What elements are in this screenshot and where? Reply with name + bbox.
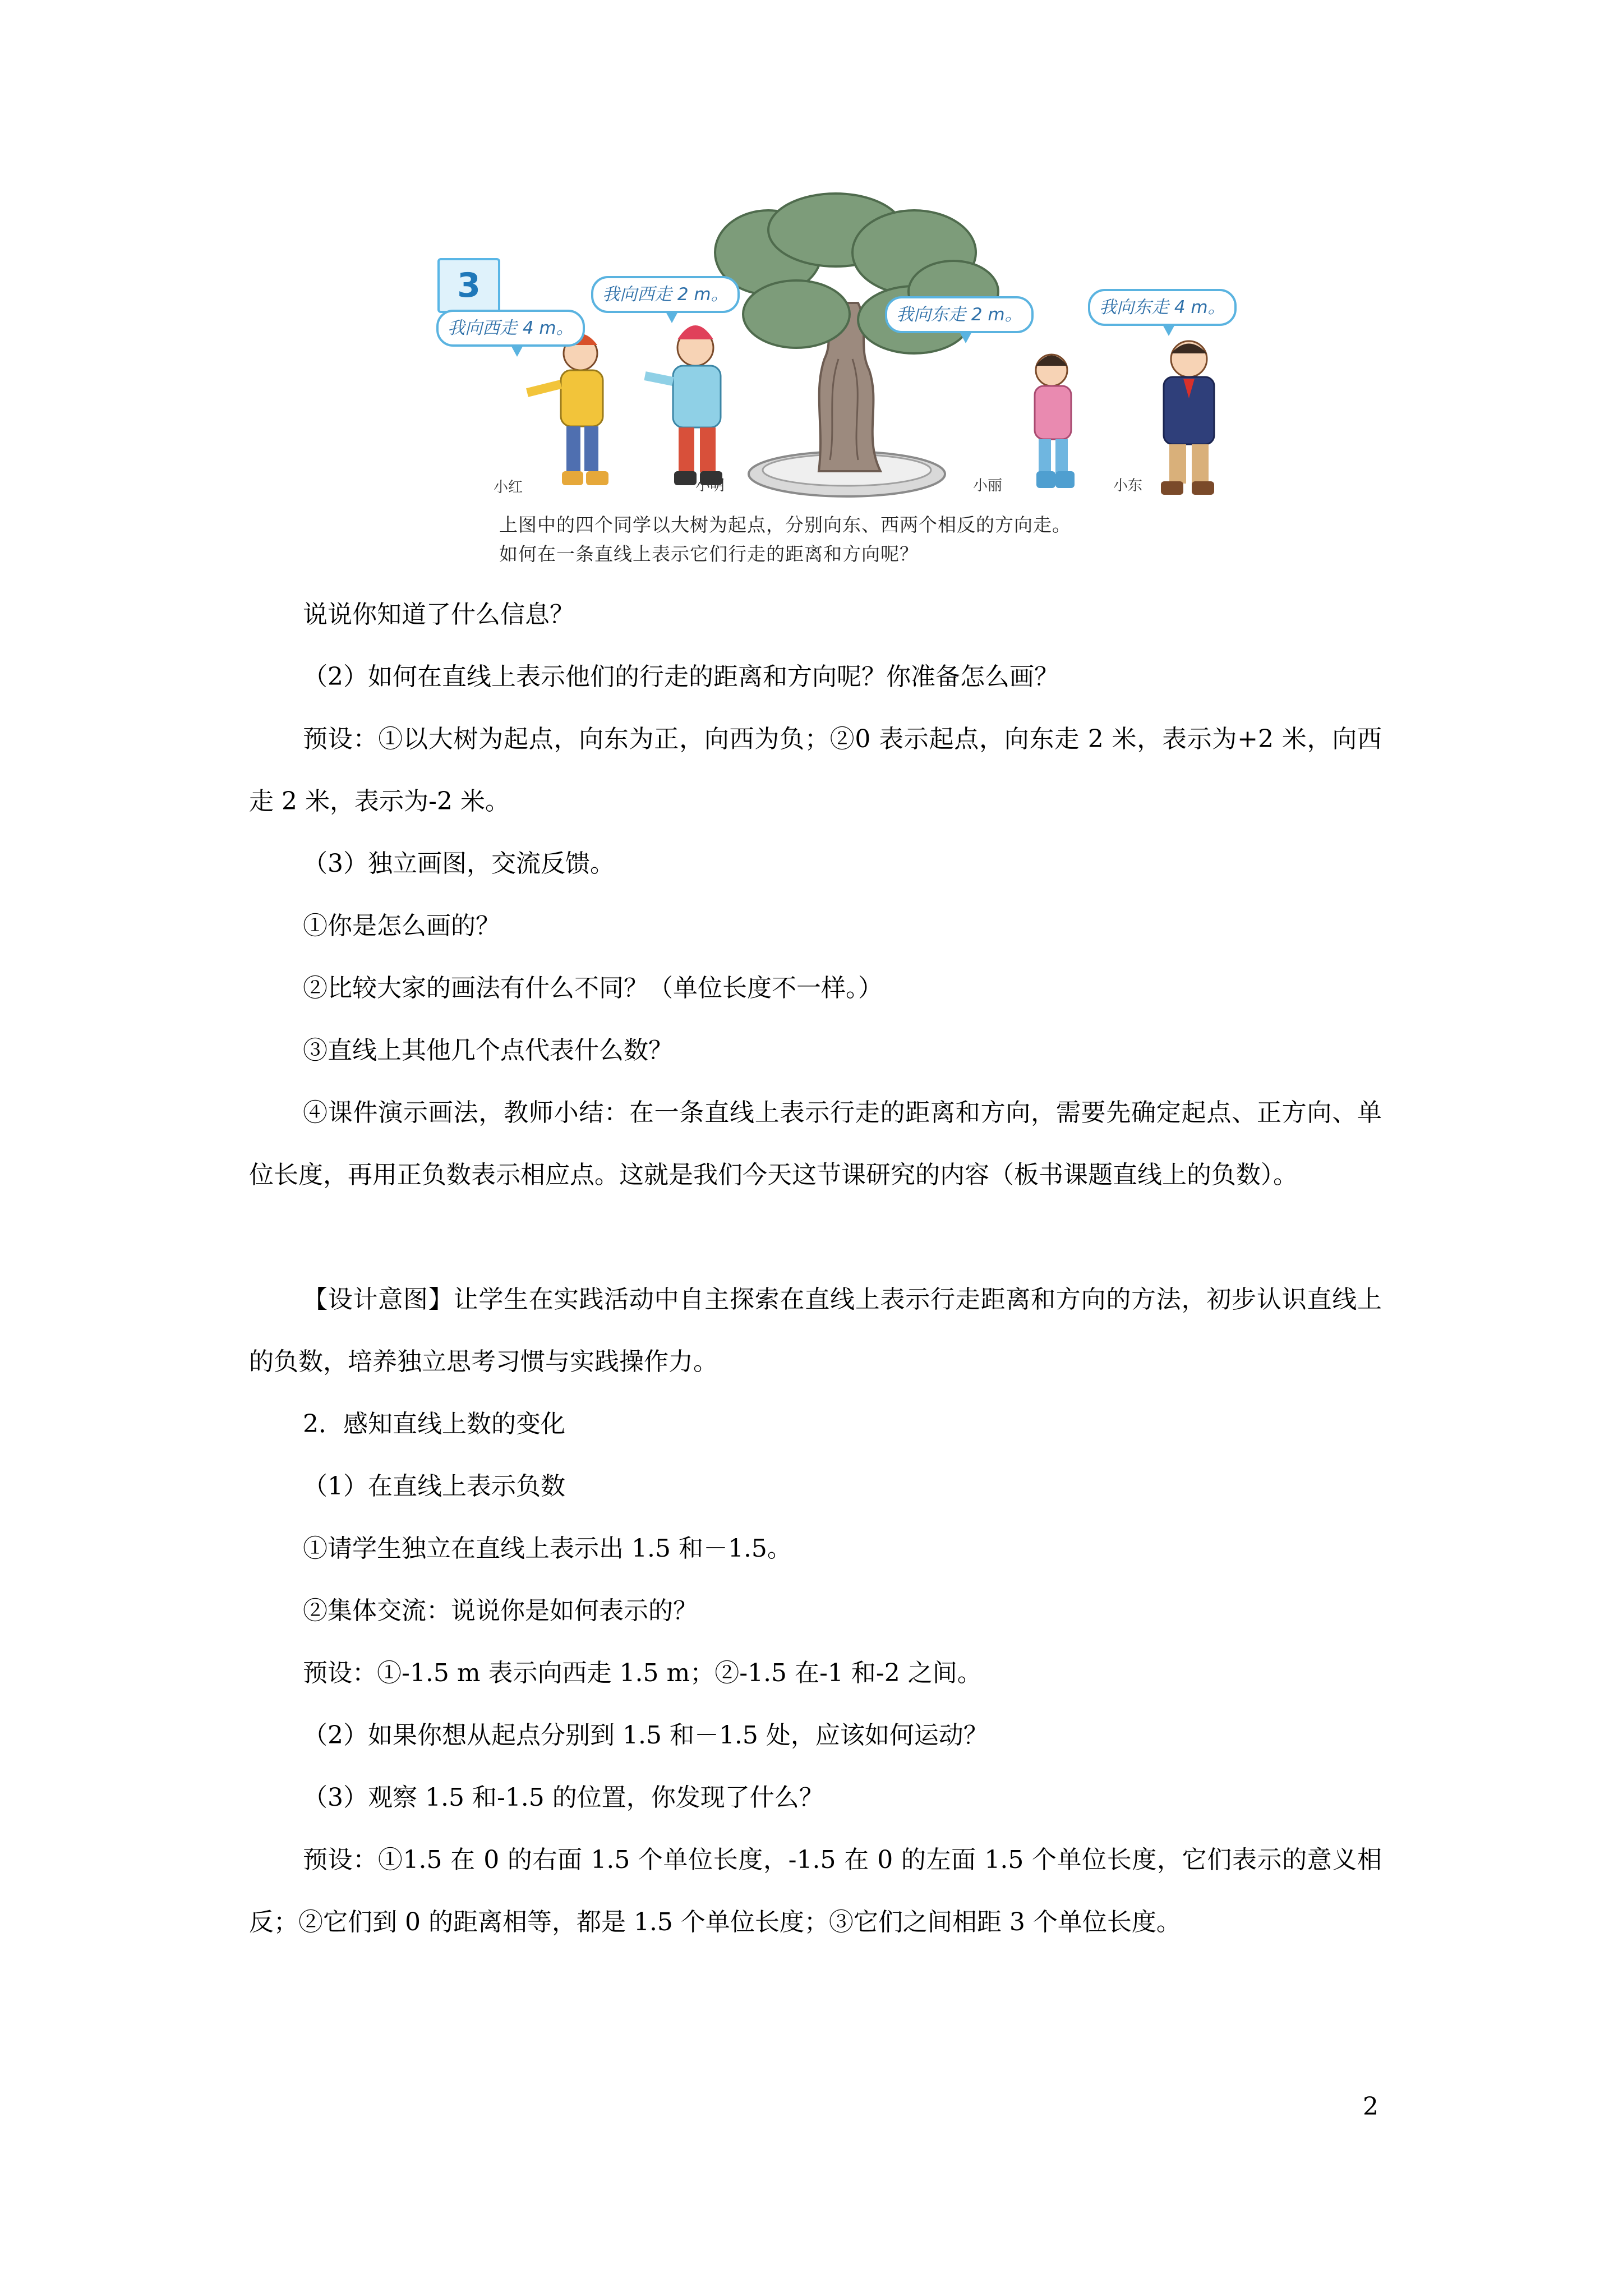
paragraph-8: ④课件演示画法，教师小结：在一条直线上表示行走的距离和方向，需要先确定起点、正方向、单位长度，再用正负数表示相应点。这就是我们今天这节课研究的内容（板书课题直线上的负数）。 [249,1098,1382,1189]
paragraph-5: ①你是怎么画的？ [303,912,500,940]
paragraph-6: ②比较大家的画法有什么不同？（单位长度不一样。） [303,974,883,1002]
page-number: 2 [1363,2092,1378,2121]
name-label-xiaoli: 小丽 [973,477,1003,494]
illustration-caption-line1: 上图中的四个同学以大树为起点，分别向东、西两个相反的方向走。 [499,514,1071,536]
name-label-xiaodong: 小东 [1113,477,1143,494]
paragraph-12: ①请学生独立在直线上表示出 1.5 和－1.5。 [303,1534,792,1563]
textbook-illustration [432,191,1284,578]
speech-bubble-xiaoli: 我向东走 2 m。 [885,296,1034,333]
paragraph-13: ②集体交流：说说你是如何表示的？ [303,1596,698,1625]
speech-bubble-xiaodong: 我向东走 4 m。 [1088,289,1237,326]
name-label-xiaohong: 小红 [494,479,523,496]
child-xiaodong [1161,341,1214,495]
paragraph-15: （2）如果你想从起点分别到 1.5 和－1.5 处，应该如何运动？ [303,1721,988,1750]
speech-bubble-xiaohong: 我向西走 4 m。 [436,310,585,347]
section-heading-2: 2．感知直线上数的变化 [303,1410,565,1438]
paragraph-7: ③直线上其他几个点代表什么数？ [303,1036,673,1065]
illustration-caption-line2: 如何在一条直线上表示它们行走的距离和方向呢？ [499,543,919,565]
paragraph-16: （3）观察 1.5 和-1.5 的位置，你发现了什么？ [303,1783,824,1812]
paragraph-1: 说说你知道了什么信息？ [303,600,574,629]
example-number-badge: 3 [437,258,500,313]
name-label-xiaoming: 小明 [695,477,725,494]
paragraph-4: （3）独立画图，交流反馈。 [303,849,615,878]
child-xiaohong [527,334,608,485]
paragraph-17: 预设：①1.5 在 0 的右面 1.5 个单位长度，-1.5 在 0 的左面 1.5 个单位长度，它们表示的意义相反；②它们到 0 的距离相等，都是 1.5 个单位长度；③它们之间相距 3 个单位长度。 [249,1846,1382,1936]
speech-bubble-xiaoming: 我向西走 2 m。 [591,276,740,313]
paragraph-2: （2）如何在直线上表示他们的行走的距离和方向呢？你准备怎么画？ [303,662,1059,691]
paragraph-14: 预设：①-1.5 m 表示向西走 1.5 m；②-1.5 在-1 和-2 之间。 [303,1659,982,1687]
paragraph-11: （1）在直线上表示负数 [303,1472,565,1501]
child-xiaoli [1035,355,1075,488]
paragraph-design-intent: 【设计意图】让学生在实践活动中自主探索在直线上表示行走距离和方向的方法，初步认识直线上的负数，培养独立思考习惯与实践操作力。 [249,1285,1382,1376]
child-xiaoming [645,325,722,485]
paragraph-3: 预设：①以大树为起点，向东为正，向西为负；②0 表示起点，向东走 2 米，表示为+2 米，向西走 2 米，表示为-2 米。 [249,725,1382,816]
